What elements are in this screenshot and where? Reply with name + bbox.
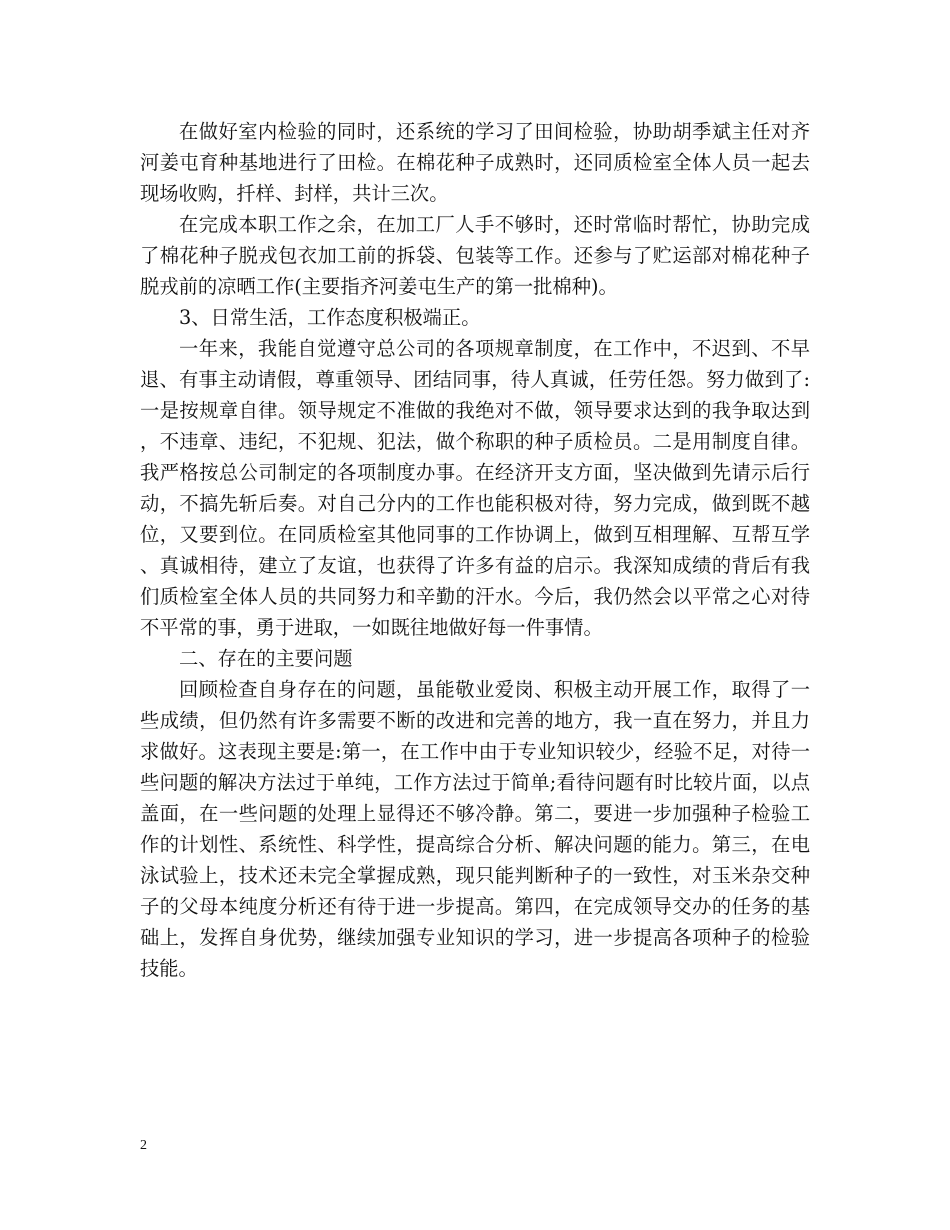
section-heading-problems: 二、存在的主要问题	[179, 647, 353, 670]
page-number: 2	[140, 1138, 147, 1153]
paragraph-field-inspection: 在做好室内检验的同时，还系统的学习了田间检验，协助胡季斌主任对齐河姜屯育种基地进行了田检。在棉花种子成熟时，还同质检室全体人员一起去现场收购，扦样、封样，共计三次。	[140, 120, 810, 205]
section-heading-daily-life: 3、日常生活，工作态度积极端正。	[179, 306, 481, 329]
document-body	[140, 116, 810, 984]
paragraph-problems: 回顾检查自身存在的问题，虽能敬业爱岗、积极主动开展工作，取得了一些成绩，但仍然有许多需要不断的改进和完善的地方，我一直在努力，并且力求做好。这表现主要是:第一，在工作中由于专业知识较少，经验不足，对待一些问题的解决方法过于单纯，工作方法过于简单;看待问题有时比较片面，以点盖面，在一些问题的处理上显得还不够冷静。第二，要进一步加强种子检验工作的计划性、系统性、科学性，提高综合分析、解决问题的能力。第三，在电泳试验上，技术还未完全掌握成熟，现只能判断种子的一致性，对玉米杂交种子的父母本纯度分析还有待于进一步提高。第四，在完成领导交办的任务的基础上，发挥自身优势，继续加强专业知识的学习，进一步提高各项种子的检验技能。	[140, 678, 810, 980]
paragraph-extra-work: 在完成本职工作之余，在加工厂人手不够时，还时常临时帮忙，协助完成了棉花种子脱戎包衣加工前的拆袋、包装等工作。还参与了贮运部对棉花种子脱戎前的凉晒工作(主要指齐河姜屯生产的第一批棉种)。	[140, 213, 810, 298]
paragraph-discipline: 一年来，我能自觉遵守总公司的各项规章制度，在工作中，不迟到、不早退、有事主动请假，尊重领导、团结同事，待人真诚，任劳任怨。努力做到了:一是按规章自律。领导规定不准做的我绝对不做，领导要求达到的我争取达到，不违章、违纪，不犯规、犯法，做个称职的种子质检员。二是用制度自律。我严格按总公司制定的各项制度办事。在经济开支方面，坚决做到先请示后行动，不搞先斩后奏。对自己分内的工作也能积极对待，努力完成，做到既不越位，又要到位。在同质检室其他同事的工作协调上，做到互相理解、互帮互学、真诚相待，建立了友谊，也获得了许多有益的启示。我深知成绩的背后有我们质检室全体人员的共同努力和辛勤的汗水。今后，我仍然会以平常之心对待不平常的事，勇于进取，一如既往地做好每一件事情。	[140, 337, 810, 639]
